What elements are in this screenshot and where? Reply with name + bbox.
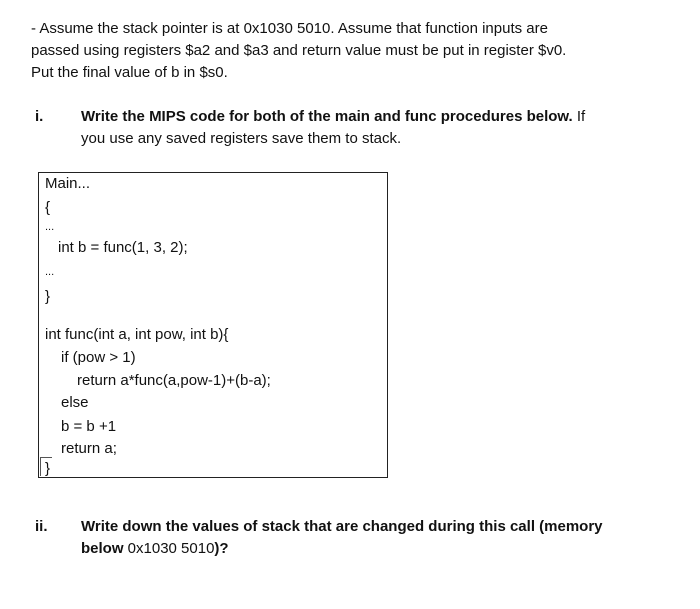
intro-line-3: Put the final value of b in $s0. [31, 64, 228, 81]
code-box [38, 172, 388, 478]
question-1-normal-text: If [572, 108, 586, 125]
code-line-return-a: return a; [61, 440, 117, 457]
code-line-ellipsis-2: ... [45, 266, 55, 278]
code-line-func-signature: int func(int a, int pow, int b){ [45, 326, 229, 343]
code-line-main: Main... [45, 175, 91, 192]
question-1 [35, 106, 655, 154]
question-2-bold-a: below [81, 540, 128, 557]
question-2-text [81, 516, 603, 560]
code-line-else: else [61, 394, 89, 411]
code-line-ellipsis-1: ... [45, 221, 55, 233]
question-2-address: 0x1030 5010 [127, 540, 215, 557]
code-line-func-close-brace: } [45, 460, 51, 477]
question-2-bold-b: )? [214, 540, 229, 557]
problem-intro [31, 18, 671, 84]
intro-line-2: passed using registers $a2 and $a3 and return value must be put in register $v0. [31, 42, 567, 59]
question-1-bold-text: Write the MIPS code for both of the main and func procedures below. [81, 108, 573, 125]
question-1-number: i. [35, 108, 44, 125]
question-1-line-2: you use any saved registers save them to stack. [81, 130, 402, 147]
code-line-close-brace: } [45, 288, 51, 305]
code-line-open-brace: { [45, 199, 51, 216]
code-line-call: int b = func(1, 3, 2); [58, 239, 188, 256]
code-line-increment: b = b +1 [61, 418, 117, 435]
question-2-number: ii. [35, 518, 48, 535]
intro-line-1: - Assume the stack pointer is at 0x1030 5010. Assume that function inputs are [31, 20, 548, 37]
code-line-if: if (pow > 1) [61, 349, 136, 366]
question-1-text [81, 106, 585, 150]
question-2 [35, 516, 655, 564]
question-2-line-1: Write down the values of stack that are changed during this call (memory [81, 518, 603, 535]
code-line-return-recursive: return a*func(a,pow-1)+(b-a); [77, 372, 271, 389]
text-cursor-marker [40, 457, 52, 476]
